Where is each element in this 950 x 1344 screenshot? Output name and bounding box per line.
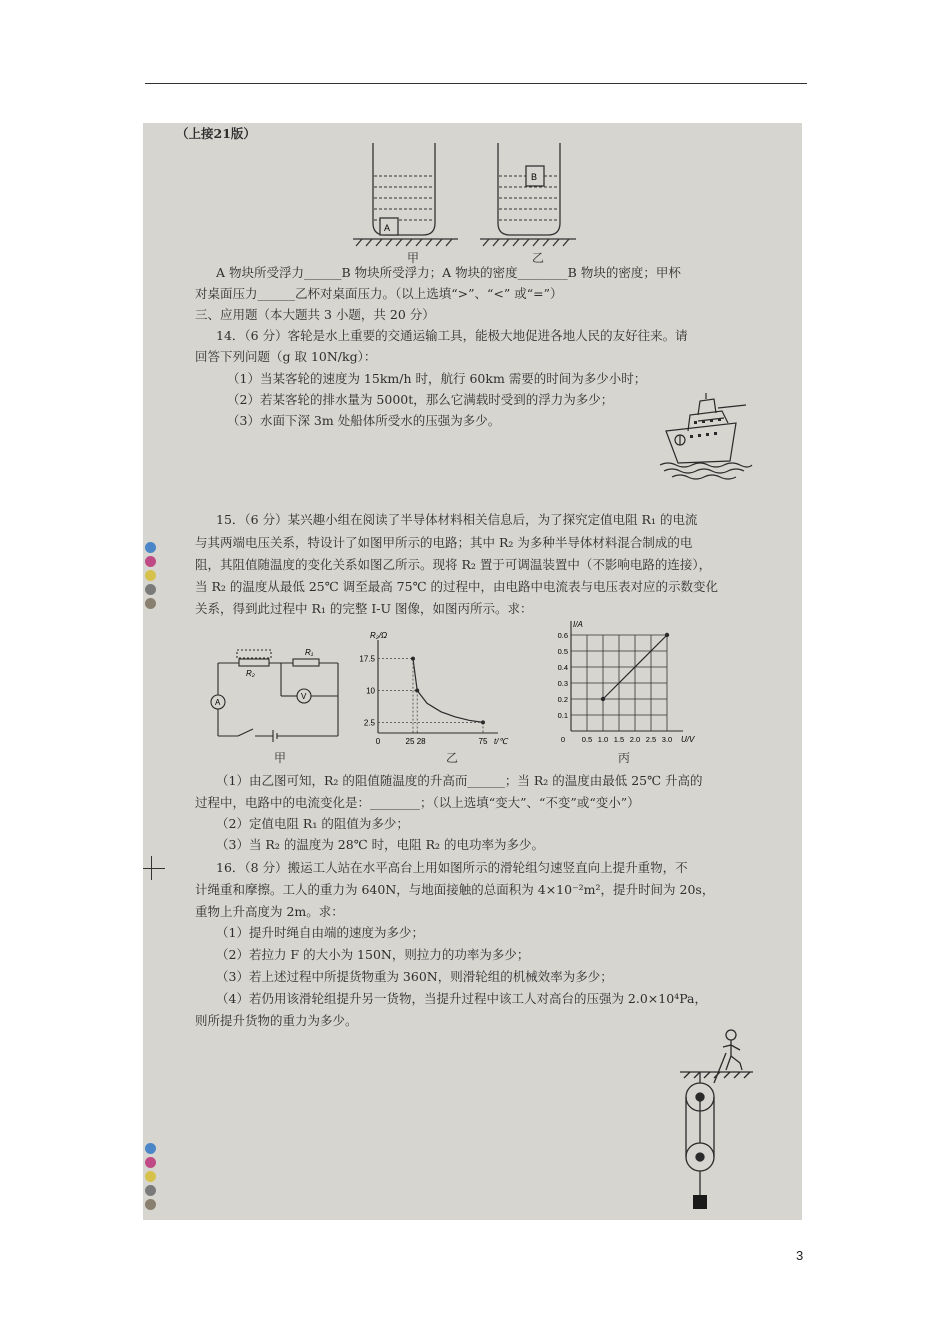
registration-dot — [145, 1143, 156, 1154]
q15-sub-1b: 过程中，电路中的电流变化是：________；（以上选填“变大”、“不变”或“变小”） — [195, 795, 640, 810]
caption-circuit: 甲 — [274, 751, 287, 765]
r1-label: R₁ — [305, 648, 314, 657]
caption-jia: 甲 — [407, 251, 420, 265]
data-point — [665, 633, 669, 637]
x-tick-label: 2.0 — [629, 735, 641, 744]
x-tick-label: 0 — [375, 737, 381, 746]
y-tick-label: 0.1 — [557, 711, 568, 720]
crop-mark — [151, 856, 152, 880]
q15-sub-3: （3）当 R₂ 的温度为 28℃ 时，电阻 R₂ 的电功率为多少。 — [216, 837, 545, 852]
registration-dot — [145, 598, 156, 609]
beaker-jia — [353, 143, 458, 246]
q15-sub-1a: （1）由乙图可知，R₂ 的阻值随温度的升高而______；当 R₂ 的温度由最低 25℃ 升高的 — [216, 773, 703, 788]
q15-stem-5: 关系，得到此过程中 R₁ 的完整 I-U 图像，如图丙所示。求： — [195, 601, 533, 616]
q15-sub-2: （2）定值电阻 R₁ 的阻值为多少； — [216, 816, 409, 831]
header-rule — [145, 83, 807, 84]
r2-label: R₂ — [246, 669, 255, 678]
q16-stem-2: 计绳重和摩擦。工人的重力为 640N，与地面接触的总面积为 4×10⁻²m²，提升时间为 20s， — [195, 882, 715, 897]
q15-stem-2: 与其两端电压关系，特设计了如图甲所示的电路；其中 R₂ 为多种半导体材料混合制成的电 — [195, 535, 693, 550]
q13-line-2: 对桌面压力______乙杯对桌面压力。（以上选填“>”、“<” 或“=”） — [195, 286, 563, 301]
y-axis-label: I/A — [573, 620, 583, 629]
q16-sub-2: （2）若拉力 F 的大小为 150N，则拉力的功率为多少； — [216, 947, 530, 962]
x-tick-label: 0 — [560, 735, 566, 744]
q13-line-1: A 物块所受浮力______B 物块所受浮力；A 物块的密度________B 物块的密度；甲杯 — [216, 265, 681, 280]
ammeter-label: A — [215, 698, 221, 707]
x-tick-label: 28 — [416, 737, 426, 746]
scanned-page — [143, 123, 802, 1220]
circuit-diagram — [213, 638, 343, 748]
data-point — [415, 689, 419, 693]
q14-sub-1: （1）当某客轮的速度为 15km/h 时，航行 60km 需要的时间为多少小时； — [227, 371, 647, 386]
q14-stem-1: 14．（6 分）客轮是水上重要的交通运输工具，能极大地促进各地人民的友好往来。请 — [216, 328, 688, 343]
q14-sub-3: （3）水面下深 3m 处船体所受水的压强为多少。 — [227, 413, 501, 428]
cargo-block — [693, 1195, 707, 1209]
curve-r2 — [413, 659, 483, 723]
q14-sub-2: （2）若某客轮的排水量为 5000t，那么它满载时受到的浮力为多少； — [227, 392, 614, 407]
x-tick-label: 1.5 — [613, 735, 625, 744]
x-tick-label: 75 — [478, 737, 488, 746]
q16-stem-1: 16．（8 分）搬运工人站在水平高台上用如图所示的滑轮组匀速竖直向上提升重物，不 — [216, 860, 688, 875]
caption-yi: 乙 — [532, 251, 545, 265]
voltmeter-label: V — [301, 692, 307, 701]
registration-dot — [145, 542, 156, 553]
q15-stem-3: 阻，其阻值随温度的变化关系如图乙所示。现将 R₂ 置于可调温装置中（不影响电路的连接）， — [195, 557, 712, 572]
registration-dot — [145, 556, 156, 567]
data-point — [411, 657, 415, 661]
beaker-figure — [338, 138, 578, 256]
y-tick-label: 0.3 — [557, 679, 568, 688]
x-axis-label: U/V — [681, 735, 695, 744]
graph-r2-vs-t — [348, 631, 508, 748]
registration-dot — [145, 584, 156, 595]
section-3-heading: 三、应用题（本大题共 3 小题，共 20 分） — [195, 307, 435, 322]
graph-i-vs-u — [543, 616, 733, 746]
x-tick-label: 3.0 — [661, 735, 673, 744]
q16-sub-1: （1）提升时绳自由端的速度为多少； — [216, 925, 424, 940]
block-a-label: A — [384, 223, 391, 233]
y-tick-label: 0.5 — [557, 647, 568, 656]
pulley-illustration — [678, 1023, 758, 1213]
y-tick-label: 0.6 — [557, 631, 568, 640]
caption-graph-yi: 乙 — [446, 751, 459, 765]
caption-graph-bing: 丙 — [618, 751, 631, 765]
registration-dot — [145, 1199, 156, 1210]
data-point — [601, 697, 605, 701]
registration-dot — [145, 1157, 156, 1168]
beaker-yi — [480, 143, 576, 246]
registration-dot — [145, 570, 156, 581]
x-tick-label: 0.5 — [581, 735, 593, 744]
x-tick-label: 1.0 — [597, 735, 609, 744]
q15-stem-1: 15．（6 分）某兴趣小组在阅读了半导体材料相关信息后，为了探究定值电阻 R₁ 的电流 — [216, 512, 698, 527]
crop-mark — [143, 868, 165, 869]
q16-sub-3: （3）若上述过程中所提货物重为 360N，则滑轮组的机械效率为多少； — [216, 969, 613, 984]
y-tick-label: 0.2 — [557, 695, 568, 704]
y-tick-label: 0.4 — [557, 663, 568, 672]
registration-dot — [145, 1185, 156, 1196]
block-b-label: B — [531, 172, 538, 182]
q16-stem-3: 重物上升高度为 2m。求： — [195, 904, 344, 919]
ship-illustration — [658, 393, 753, 478]
registration-dot — [145, 1171, 156, 1182]
q16-sub-4a: （4）若仍用该滑轮组提升另一货物，当提升过程中该工人对高台的压强为 2.0×10⁴Pa， — [216, 991, 707, 1006]
y-tick-label: 2.5 — [363, 718, 375, 728]
continued-note: （上接21版） — [176, 126, 256, 141]
data-point — [481, 720, 485, 724]
x-axis-label: t/℃ — [494, 737, 508, 746]
q15-stem-4: 当 R₂ 的温度从最低 25℃ 调至最高 75℃ 的过程中，由电路中电流表与电压表对应的示数变化 — [195, 579, 719, 594]
page-number: 3 — [796, 1248, 804, 1263]
y-tick-label: 10 — [366, 686, 375, 696]
x-tick-label: 2.5 — [645, 735, 657, 744]
y-axis-label: R₂/Ω — [370, 631, 388, 640]
y-tick-label: 17.5 — [359, 654, 375, 664]
q16-sub-4b: 则所提升货物的重力为多少。 — [195, 1013, 358, 1028]
q14-stem-2: 回答下列问题（g 取 10N/kg）： — [195, 349, 377, 364]
x-tick-label: 25 — [405, 737, 415, 746]
